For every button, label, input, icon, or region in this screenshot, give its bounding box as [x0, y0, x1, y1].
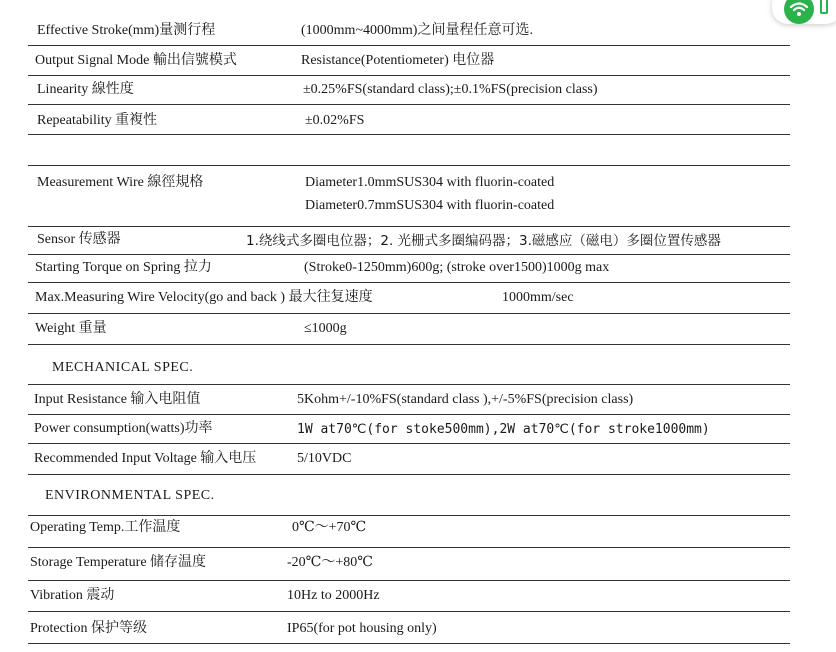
- rule: [28, 384, 790, 385]
- wifi-icon: [784, 0, 814, 24]
- section-heading-mechanical: MECHANICAL SPEC.: [52, 360, 194, 375]
- rule: [28, 547, 790, 548]
- spec-value-starting-torque: (Stroke0-1250mm)600g; (stroke over1500)1000g max: [304, 260, 610, 275]
- spec-label-sensor: Sensor 传感器: [37, 232, 121, 247]
- spec-value-storage-temp: -20℃～+80℃: [287, 555, 373, 570]
- spec-label-linearity: Linearity 線性度: [37, 82, 134, 97]
- spec-value-protection: IP65(for pot housing only): [287, 621, 437, 636]
- rule: [28, 165, 790, 166]
- rule: [28, 226, 790, 227]
- spec-value-effective-stroke: (1000mm~4000mm)之间量程任意可选.: [301, 23, 533, 38]
- spec-label-operating-temp: Operating Temp.工作温度: [30, 520, 181, 535]
- rule: [28, 643, 790, 644]
- section-heading-environmental: ENVIRONMENTAL SPEC.: [45, 488, 215, 503]
- spec-value-linearity: ±0.25%FS(standard class);±0.1%FS(precision class): [303, 82, 598, 97]
- rule: [28, 45, 790, 46]
- rule: [28, 344, 790, 345]
- spec-value-measurement-wire-2: Diameter0.7mmSUS304 with fluorin-coated: [305, 198, 555, 213]
- rule: [28, 254, 790, 255]
- spec-value-repeatability: ±0.02%FS: [305, 113, 365, 128]
- spec-label-starting-torque: Starting Torque on Spring 拉力: [35, 260, 212, 275]
- spec-label-power-consumption: Power consumption(watts)功率: [34, 421, 213, 436]
- spec-value-input-resistance: 5Kohm+/-10%FS(standard class ),+/-5%FS(precision class): [297, 392, 634, 407]
- spec-label-repeatability: Repeatability 重複性: [37, 113, 158, 128]
- rule: [28, 313, 790, 314]
- spec-label-vibration: Vibration 震动: [30, 588, 115, 603]
- battery-icon: [820, 0, 828, 14]
- spec-value-operating-temp: 0℃～+70℃: [292, 520, 367, 535]
- rule: [28, 515, 790, 516]
- spec-value-input-voltage: 5/10VDC: [297, 451, 352, 466]
- spec-value-power-consumption: 1W at70℃(for stoke500mm),2W at70℃(for stroke1000mm): [297, 422, 710, 437]
- spec-label-max-velocity: Max.Measuring Wire Velocity(go and back ) 最大往复速度: [35, 290, 373, 305]
- spec-value-sensor: 1.绕线式多圈电位器；2. 光栅式多圈编码器；3.磁感应（磁电）多圈位置传感器: [246, 233, 721, 249]
- spec-value-output-signal: Resistance(Potentiometer) 电位器: [301, 53, 495, 68]
- spec-label-input-voltage: Recommended Input Voltage 输入电压: [34, 451, 257, 466]
- spec-value-vibration: 10Hz to 2000Hz: [287, 588, 380, 603]
- rule: [28, 414, 790, 415]
- rule: [28, 474, 790, 475]
- spec-label-storage-temp: Storage Temperature 储存温度: [30, 555, 207, 570]
- rule: [28, 134, 790, 135]
- status-badge[interactable]: [772, 0, 836, 24]
- spec-label-input-resistance: Input Resistance 输入电阻值: [34, 392, 201, 407]
- rule: [28, 611, 790, 612]
- spec-value-measurement-wire-1: Diameter1.0mmSUS304 with fluorin-coated: [305, 175, 555, 190]
- rule: [28, 580, 790, 581]
- rule: [28, 104, 790, 105]
- spec-value-weight: ≤1000g: [304, 321, 347, 336]
- spec-label-protection: Protection 保护等级: [30, 621, 148, 636]
- rule: [28, 443, 790, 444]
- spec-label-measurement-wire: Measurement Wire 線徑規格: [37, 175, 204, 190]
- spec-label-effective-stroke: Effective Stroke(mm)量测行程: [37, 23, 216, 38]
- spec-value-max-velocity: 1000mm/sec: [502, 290, 574, 305]
- spec-label-weight: Weight 重量: [35, 321, 107, 336]
- rule: [28, 75, 790, 76]
- rule: [28, 282, 790, 283]
- spec-label-output-signal: Output Signal Mode 輸出信號模式: [35, 53, 237, 68]
